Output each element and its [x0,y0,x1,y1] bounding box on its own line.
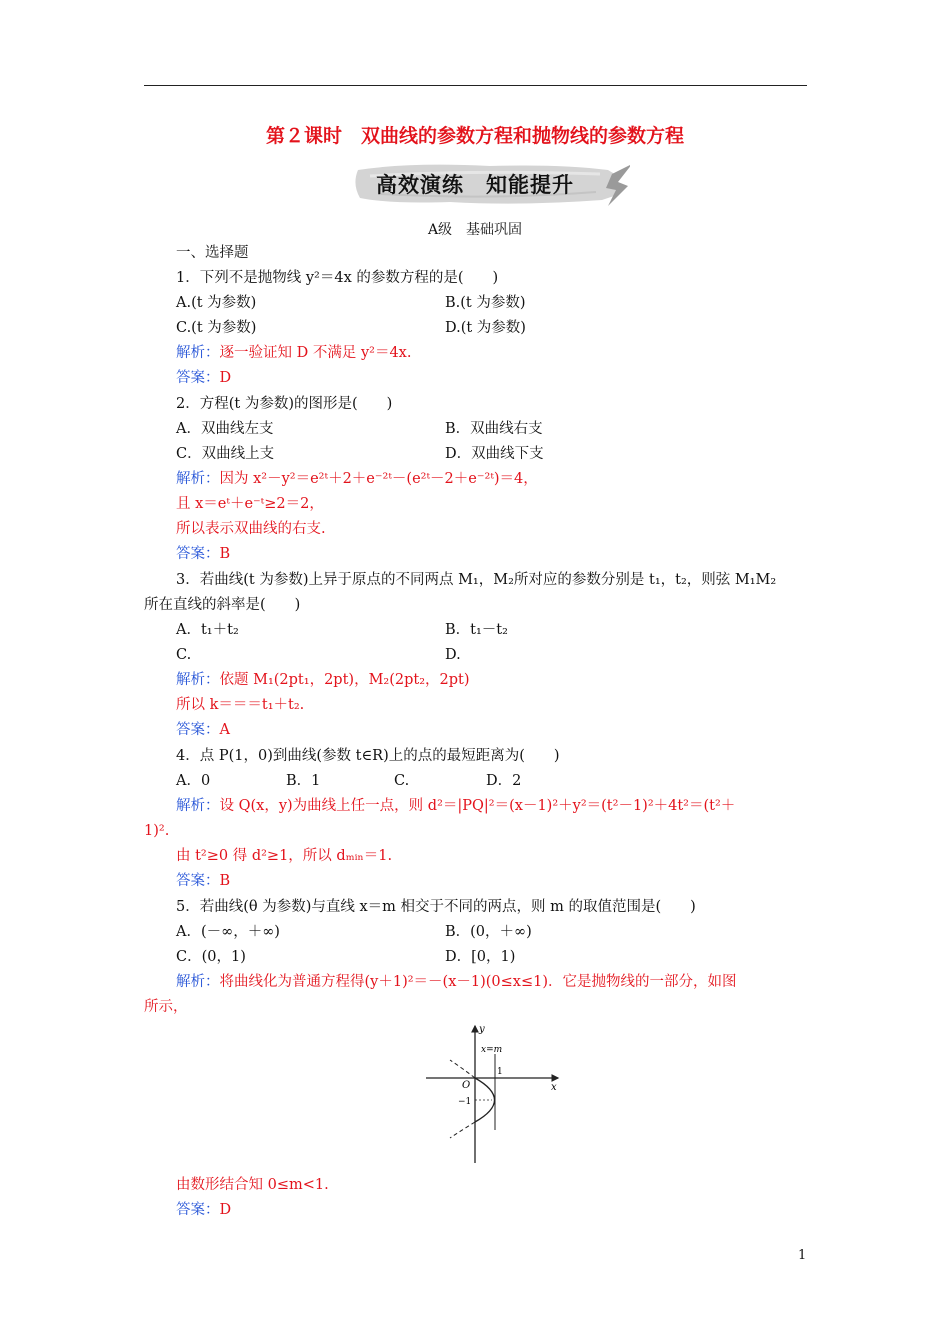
q5-answer [176,1200,231,1220]
q2-analysis-line2: 且 x＝eᵗ＋e⁻ᵗ≥2＝2， [176,496,324,512]
q4-answer [176,871,230,891]
q5-option-d: D．[0，1) [445,949,516,965]
q3-stem: 3．若曲线(t 为参数)上异于原点的不同两点 M₁，M₂所对应的参数分别是 t₁，t₂，则弦 M₁M₂ [176,572,777,588]
q4-analysis-wrap: 1)². [144,823,170,839]
q1-answer [176,368,231,388]
q3-option-c: C. [176,647,192,663]
analysis-label: 解析： [176,798,220,814]
q2-option-c: C．双曲线上支 [176,446,275,462]
analysis-text: 设 Q(x，y)为曲线上任一点，则 d²＝|PQ|²＝(x－1)²＋y²＝(t²－1)²＋4t²＝(t²＋ [219,798,736,814]
q3-analysis [176,670,470,690]
level-heading: A级 基础巩固 [427,222,523,238]
q2-analysis [176,469,538,489]
tick-neg-one-label: −1 [458,1097,472,1107]
answer-label: 答案： [176,546,220,562]
q4-stem: 4．点 P(1，0)到曲线(参数 t∈R)上的点的最短距离为( ) [176,748,560,764]
q1-option-d: D.(t 为参数) [445,320,526,336]
q4-option-b: B．1 [286,773,321,789]
tick-one-label: 1 [497,1067,503,1077]
q4-analysis [176,796,735,816]
q1-option-a: A.(t 为参数) [176,295,257,311]
q3-option-d: D. [445,647,461,663]
q2-option-b: B．双曲线右支 [445,421,543,437]
q5-analysis-line2: 由数形结合知 0≤m<1. [176,1177,329,1193]
analysis-label: 解析： [176,974,220,990]
analysis-text: 将曲线化为普通方程得(y＋1)²＝－(x－1)(0≤x≤1)．它是抛物线的一部分，如图 [219,974,737,990]
parabola-dashed-upper [450,1060,475,1078]
q3-stem-line2: 所在直线的斜率是( ) [144,597,301,613]
parabola-figure [418,1020,568,1165]
banner-text: 高效演练 知能提升 [376,173,574,197]
lesson-title: 第２课时 双曲线的参数方程和抛物线的参数方程 [265,125,684,147]
q5-analysis-wrap: 所示， [144,999,188,1015]
analysis-label: 解析： [176,672,220,688]
y-axis-label: y [479,1024,485,1035]
q5-option-b: B．(0，＋∞) [445,924,532,940]
answer-value: D [219,370,232,386]
q1-analysis [176,343,411,363]
q1-option-c: C.(t 为参数) [176,320,257,336]
q3-answer [176,720,230,740]
q4-option-a: A．0 [176,773,211,789]
q2-analysis-line3: 所以表示双曲线的右支. [176,521,326,537]
q3-analysis-line2: 所以 k＝＝＝t₁＋t₂. [176,697,305,713]
analysis-label: 解析： [176,471,220,487]
origin-label: O [462,1080,471,1091]
q3-option-a: A．t₁＋t₂ [176,622,239,638]
q5-stem: 5．若曲线(θ 为参数)与直线 x＝m 相交于不同的两点，则 m 的取值范围是( ) [176,899,696,915]
q1-stem: 1．下列不是抛物线 y²＝4x 的参数方程的是( ) [176,270,499,286]
q2-answer [176,544,230,564]
q4-option-d: D．2 [486,773,522,789]
parabola-dashed-lower [450,1122,475,1138]
analysis-text: 逐一验证知 D 不满足 y²＝4x. [219,345,412,361]
x-axis-label: x [551,1082,557,1093]
answer-value: B [219,873,231,889]
answer-label: 答案： [176,370,220,386]
answer-label: 答案： [176,1202,220,1218]
answer-value: A [219,722,230,738]
q2-option-d: D．双曲线下支 [445,446,544,462]
q5-option-a: A．(－∞，＋∞) [176,924,280,940]
page-number: 1 [798,1248,807,1263]
q2-option-a: A．双曲线左支 [176,421,274,437]
header-rule [144,85,807,86]
q1-option-b: B.(t 为参数) [445,295,526,311]
q2-stem: 2．方程(t 为参数)的图形是( ) [176,396,393,412]
answer-label: 答案： [176,873,220,889]
analysis-text: 依题 M₁(2pt₁，2pt)，M₂(2pt₂，2pt) [219,672,470,688]
answer-label: 答案： [176,722,220,738]
answer-value: B [219,546,231,562]
q5-analysis [176,972,737,992]
q4-analysis-line2: 由 t²≥0 得 d²≥1，所以 dₘᵢₙ＝1. [176,848,393,864]
banner [350,156,630,212]
q5-option-c: C．(0，1) [176,949,246,965]
q3-option-b: B．t₁－t₂ [445,622,508,638]
q4-option-c: C. [394,773,410,789]
analysis-text: 因为 x²－y²＝e²ᵗ＋2＋e⁻²ᵗ－(e²ᵗ－2＋e⁻²ᵗ)＝4， [219,471,538,487]
answer-value: D [219,1202,232,1218]
section-heading: 一、选择题 [176,245,249,261]
analysis-label: 解析： [176,345,220,361]
line-label: x=m [481,1045,503,1055]
